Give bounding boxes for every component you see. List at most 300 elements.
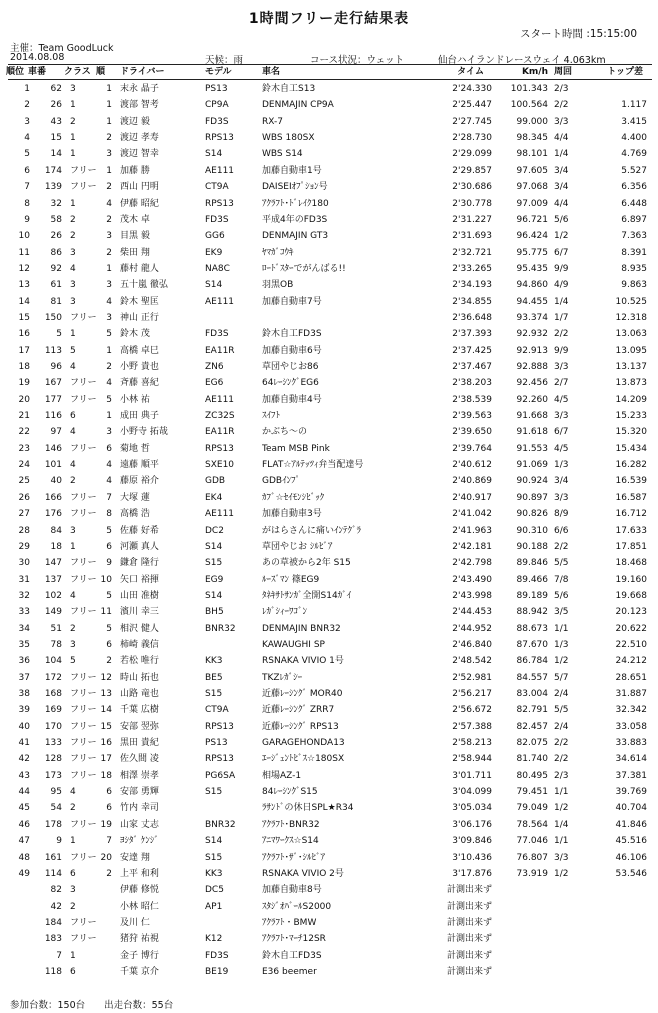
table-row (0, 622, 658, 636)
row-no: 184 (44, 917, 62, 928)
row-gap: 33.058 (615, 721, 647, 732)
row-no: 166 (44, 492, 62, 503)
row-car: ｶﾌﾞ☆ｾｲﾓﾝｼﾋﾞｯｸ (262, 492, 325, 503)
row-laps: 2/2 (554, 329, 569, 340)
row-no: 78 (50, 639, 62, 650)
row-class: 6 (70, 411, 76, 421)
row-class: 3 (70, 280, 76, 291)
table-row (0, 932, 658, 946)
row-gap: 19.160 (615, 574, 647, 585)
row-class: 1 (70, 100, 76, 111)
row-driver: 伊藤 修悦 (120, 885, 159, 896)
row-car: ｱﾆﾏﾜｰｸｽ☆S14 (262, 836, 319, 847)
page-title: 1時間フリー走行結果表 (248, 11, 410, 27)
row-driver: 山家 丈志 (120, 819, 159, 830)
row-speed: 101.343 (510, 84, 548, 94)
row-no: 116 (44, 411, 62, 421)
row-laps: 4/5 (554, 443, 569, 454)
row-no: 32 (50, 198, 62, 209)
event-date: 2014.08.08 (10, 52, 65, 63)
row-class-rank: 5 (106, 525, 112, 536)
row-no: 18 (50, 541, 62, 552)
row-time: 2'34.193 (452, 280, 492, 291)
row-driver: 小野 貴也 (120, 362, 159, 372)
row-pos: 13 (18, 280, 30, 291)
row-class: フリー (70, 917, 97, 928)
row-laps: 2/4 (554, 689, 569, 699)
row-no: 81 (50, 296, 62, 307)
row-gap: 46.106 (615, 852, 647, 863)
row-driver: 安部 勇輝 (120, 787, 159, 798)
row-driver: 斉藤 喜紀 (120, 378, 159, 389)
row-laps: 4/4 (554, 133, 569, 144)
row-laps: 1/1 (554, 836, 569, 847)
row-class-rank: 15 (100, 721, 112, 732)
row-no: 42 (50, 901, 62, 912)
row-car: 平成4年のFD3S (262, 214, 328, 225)
row-class: フリー (70, 558, 97, 569)
row-class-rank: 9 (106, 558, 112, 569)
table-row (0, 900, 658, 914)
row-car: 鈴木自工FD3S (262, 329, 322, 340)
row-speed: 92.888 (516, 362, 548, 372)
row-car: 相場AZ-1 (262, 770, 302, 781)
row-class: 4 (70, 460, 76, 471)
row-class: 4 (70, 362, 76, 372)
row-model: AE111 (205, 165, 235, 176)
row-driver: 加藤 勝 (120, 165, 150, 176)
row-car: DENMAJIN CP9A (262, 100, 334, 111)
row-speed: 92.932 (516, 329, 548, 340)
row-time: 2'44.952 (452, 623, 492, 634)
row-pos: 16 (18, 329, 30, 340)
row-time: 2'31.693 (452, 231, 492, 242)
row-time: 2'29.099 (452, 149, 492, 160)
row-gap: 41.846 (615, 819, 647, 830)
row-time: 計測出来ず (446, 917, 492, 928)
row-class: 2 (70, 901, 76, 912)
row-driver: 小林 祐 (120, 394, 150, 405)
row-pos: 36 (18, 656, 30, 667)
row-model: RPS13 (205, 133, 234, 144)
table-row (0, 556, 658, 570)
row-laps: 2/4 (554, 721, 569, 732)
row-gap: 24.212 (615, 656, 647, 667)
row-class: フリー (70, 852, 97, 863)
row-class: 1 (70, 149, 76, 160)
row-model: S14 (205, 149, 223, 160)
row-speed: 91.668 (516, 411, 548, 421)
row-pos: 5 (24, 149, 30, 160)
row-driver: 時山 拓也 (120, 672, 159, 683)
row-class: フリー (70, 672, 97, 683)
row-no: 40 (50, 476, 62, 487)
row-driver: 藤村 龍人 (120, 263, 159, 274)
organizer: 主催：Team GoodLuck (10, 43, 114, 54)
row-gap: 16.539 (615, 476, 647, 487)
row-class-rank: 3 (106, 231, 112, 242)
row-no: 133 (44, 738, 62, 748)
row-time: 2'56.217 (452, 689, 492, 699)
row-class-rank: 2 (106, 214, 112, 225)
row-gap: 8.935 (621, 263, 647, 274)
row-model: AE111 (205, 509, 235, 520)
row-model: NA8C (205, 263, 230, 274)
row-driver: 高橋 卓巳 (120, 345, 159, 356)
table-row (0, 949, 658, 963)
table-row (0, 344, 658, 358)
row-speed: 83.004 (516, 689, 548, 699)
row-car: 近藤ﾚｰｼﾝｸﾞ ZRR7 (262, 705, 335, 716)
row-class: 5 (70, 345, 76, 356)
table-row (0, 311, 658, 325)
row-class: 4 (70, 263, 76, 274)
row-pos: 17 (18, 345, 30, 356)
row-model: BE5 (205, 672, 223, 683)
table-row (0, 834, 658, 848)
row-no: 62 (50, 84, 62, 94)
row-speed: 77.046 (516, 836, 548, 847)
row-car: 加藤自動車8号 (262, 885, 322, 896)
row-speed: 91.618 (516, 427, 548, 438)
row-no: 14 (50, 149, 62, 160)
row-speed: 97.009 (516, 198, 548, 209)
row-gap: 16.712 (615, 509, 647, 520)
row-speed: 89.466 (516, 574, 548, 585)
row-time: 3'01.711 (452, 770, 492, 781)
row-class: フリー (70, 443, 97, 454)
row-car: 羽黒OB (262, 280, 294, 291)
table-row (0, 197, 658, 211)
row-car: ｽﾀｼﾞｵﾊﾞｰﾙS2000 (262, 901, 332, 912)
row-no: 172 (44, 672, 62, 683)
row-laps: 2/7 (554, 378, 569, 389)
row-gap: 34.614 (615, 754, 647, 765)
row-time: 2'37.393 (452, 329, 492, 340)
row-car: ﾙｰｽﾞﾏﾝ 篠EG9 (262, 574, 320, 585)
row-time: 2'37.467 (452, 362, 492, 372)
row-gap: 14.209 (615, 394, 647, 405)
row-driver: 神山 正行 (120, 312, 159, 323)
table-row (0, 851, 658, 865)
row-driver: 相澤 崇孝 (120, 770, 159, 781)
row-driver: 山路 竜也 (120, 689, 159, 699)
row-driver: 大塚 蓮 (120, 492, 150, 503)
table-row (0, 573, 658, 587)
row-no: 9 (56, 836, 62, 847)
row-no: 146 (44, 443, 62, 454)
row-gap: 8.391 (621, 247, 647, 258)
row-laps: 5/5 (554, 705, 569, 716)
row-speed: 82.075 (516, 738, 548, 748)
row-speed: 76.807 (516, 852, 548, 863)
table-row (0, 524, 658, 538)
row-model: DC2 (205, 525, 224, 536)
row-model: RPS13 (205, 198, 234, 209)
table-row (0, 262, 658, 276)
row-laps: 3/5 (554, 607, 569, 618)
row-no: 86 (50, 247, 62, 258)
row-no: 150 (44, 312, 62, 323)
row-class-rank: 6 (106, 443, 112, 454)
row-driver: 佐久間 凌 (120, 754, 159, 765)
row-speed: 91.553 (516, 443, 548, 454)
row-class-rank: 4 (106, 296, 112, 307)
row-model: RPS13 (205, 721, 234, 732)
row-class-rank: 18 (100, 770, 112, 781)
row-class-rank: 3 (106, 312, 112, 323)
table-row (0, 605, 658, 619)
row-class-rank: 2 (106, 362, 112, 372)
row-time: 計測出来ず (446, 934, 492, 945)
table-row (0, 213, 658, 227)
row-class-rank: 2 (106, 868, 112, 879)
row-model: EA11R (205, 427, 235, 438)
row-no: 113 (44, 345, 62, 356)
row-driver: 小林 昭仁 (120, 901, 159, 912)
table-row (0, 491, 658, 505)
row-no: 149 (44, 607, 62, 618)
row-speed: 87.670 (516, 639, 548, 650)
row-driver: ﾖｼﾀﾞ ｹﾝｼﾞ (120, 836, 159, 847)
row-model: K12 (205, 934, 223, 945)
row-pos: 8 (24, 198, 30, 209)
row-laps: 1/2 (554, 868, 569, 879)
row-gap: 20.123 (615, 607, 647, 618)
row-laps: 7/8 (554, 574, 569, 585)
row-time: 2'41.963 (452, 525, 492, 536)
row-car: ﾗｻﾝﾄﾞの休日SPL★R34 (262, 803, 354, 814)
row-car: 草団やじお ｼﾙﾋﾞｱ (262, 541, 333, 552)
row-model: S15 (205, 787, 223, 798)
col-model: モデル (205, 67, 232, 77)
row-car: 64ﾚｰｼﾝｸﾞEG6 (262, 378, 319, 389)
row-driver: 渡辺 毅 (120, 116, 150, 127)
row-class: 1 (70, 950, 76, 961)
row-class: フリー (70, 754, 97, 765)
row-gap: 20.622 (615, 623, 647, 634)
row-laps: 3/3 (554, 492, 569, 503)
row-pos: 24 (18, 460, 30, 471)
row-class: 1 (70, 133, 76, 144)
row-class-rank: 1 (106, 100, 112, 111)
row-pos: 23 (18, 443, 30, 454)
row-car: RSNAKA VIVIO 1号 (262, 656, 344, 667)
row-laps: 3/4 (554, 476, 569, 487)
row-driver: 渡辺 智幸 (120, 149, 159, 160)
row-driver: 藤原 裕介 (120, 476, 159, 487)
row-no: 183 (44, 934, 62, 945)
row-laps: 3/3 (554, 411, 569, 421)
row-laps: 3/3 (554, 362, 569, 372)
row-gap: 12.318 (615, 312, 647, 323)
row-car: WBS 180SX (262, 133, 315, 144)
row-driver: 高橋 浩 (120, 509, 150, 520)
row-model: CT9A (205, 182, 229, 193)
row-laps: 1/2 (554, 656, 569, 667)
row-speed: 90.310 (516, 525, 548, 536)
row-pos: 7 (24, 182, 30, 193)
row-laps: 2/3 (554, 770, 569, 781)
table-row (0, 98, 658, 112)
table-row (0, 229, 658, 243)
row-pos: 9 (24, 214, 30, 225)
row-model: S14 (205, 541, 223, 552)
row-model: BH5 (205, 607, 224, 618)
row-class: 2 (70, 231, 76, 242)
row-pos: 41 (18, 738, 30, 748)
row-time: 3'17.876 (452, 868, 492, 879)
row-pos: 18 (18, 362, 30, 372)
row-driver: 猪狩 祐視 (120, 934, 159, 945)
row-model: PG6SA (205, 770, 236, 781)
row-time: 2'46.840 (452, 639, 492, 650)
row-driver: 相沢 健人 (120, 623, 159, 634)
table-row (0, 818, 658, 832)
row-class: 6 (70, 966, 76, 977)
row-model: EG9 (205, 574, 224, 585)
row-laps: 1/2 (554, 803, 569, 814)
row-driver: 及川 仁 (120, 917, 150, 928)
row-speed: 73.919 (516, 868, 548, 879)
row-class-rank: 6 (106, 639, 112, 650)
row-car: TKZﾚｶﾞｼｰ (262, 672, 303, 683)
row-laps: 2/3 (554, 84, 569, 94)
row-laps: 8/9 (554, 509, 569, 520)
row-speed: 78.564 (516, 819, 548, 830)
row-driver: 伊藤 昭紀 (120, 198, 159, 209)
row-class: フリー (70, 574, 97, 585)
row-time: 計測出来ず (446, 950, 492, 961)
row-driver: 佐藤 好希 (120, 525, 159, 536)
row-pos: 15 (18, 312, 30, 323)
row-model: DC5 (205, 885, 224, 896)
col-gap: トップ差 (607, 67, 643, 77)
row-pos: 45 (18, 803, 30, 814)
row-pos: 43 (18, 770, 30, 781)
row-car: GDBｲﾝﾌﾟ (262, 476, 301, 487)
row-model: S14 (205, 280, 223, 291)
row-no: 161 (44, 852, 62, 863)
row-driver: 金子 博行 (120, 950, 159, 961)
row-pos: 30 (18, 558, 30, 569)
table-row (0, 115, 658, 129)
row-driver: 成田 典子 (120, 411, 159, 421)
row-laps: 4/5 (554, 394, 569, 405)
row-car: ｱｸﾗﾌﾄ･ﾏｰﾁ12SR (262, 934, 326, 945)
row-no: 95 (50, 787, 62, 798)
row-car: ｱｸﾗﾌﾄ･ｻﾞ･ｼﾙﾋﾞｱ (262, 852, 326, 863)
row-driver: 安達 翔 (120, 852, 150, 863)
row-class: 6 (70, 868, 76, 879)
row-model: EG6 (205, 378, 224, 389)
row-car: ｱｸﾗﾌﾄ・BMW (262, 917, 317, 928)
row-model: S14 (205, 836, 223, 847)
col-time: タイム (457, 67, 484, 77)
row-car: GARAGEHONDA13 (262, 738, 345, 748)
row-time: 3'05.034 (452, 803, 492, 814)
row-model: PS13 (205, 738, 228, 748)
row-class-rank: 16 (100, 738, 112, 748)
row-class-rank: 4 (106, 378, 112, 389)
row-time: 2'25.447 (452, 100, 492, 111)
row-pos: 27 (18, 509, 30, 520)
row-no: 92 (50, 263, 62, 274)
row-speed: 95.435 (516, 263, 548, 274)
row-car: ｱｸﾗﾌﾄ･ﾄﾞﾚｲｸ180 (262, 198, 329, 209)
row-class-rank: 13 (100, 689, 112, 699)
row-speed: 93.374 (516, 312, 548, 323)
row-speed: 95.775 (516, 247, 548, 258)
row-class: 2 (70, 623, 76, 634)
row-time: 計測出来ず (446, 885, 492, 896)
row-class: フリー (70, 182, 97, 193)
table-row (0, 295, 658, 309)
row-model: FD3S (205, 950, 229, 961)
row-class: 3 (70, 84, 76, 94)
row-car: 鈴木自工S13 (262, 84, 316, 94)
entry-count: 参加台数：150台 出走台数：55台 (10, 1000, 174, 1011)
row-speed: 89.846 (516, 558, 548, 569)
row-gap: 15.434 (615, 443, 647, 454)
row-driver: 矢口 裕揮 (120, 574, 159, 585)
row-laps: 6/7 (554, 247, 569, 258)
row-car: ﾛｰﾄﾞｽﾀｰでがんばる!! (262, 263, 346, 274)
row-car: 84ﾚｰｼﾝｸﾞS15 (262, 787, 318, 798)
row-no: 104 (44, 656, 62, 667)
row-class-rank: 6 (106, 787, 112, 798)
table-row (0, 867, 658, 881)
row-class-rank: 19 (100, 819, 112, 830)
row-class-rank: 2 (106, 247, 112, 258)
row-class-rank: 3 (106, 149, 112, 160)
row-model: CT9A (205, 705, 229, 716)
row-pos: 6 (24, 165, 30, 176)
row-gap: 3.415 (621, 116, 647, 127)
row-gap: 28.651 (615, 672, 647, 683)
row-class-rank: 11 (100, 607, 112, 618)
row-speed: 90.188 (516, 541, 548, 552)
row-car: RX-7 (262, 116, 283, 127)
table-row (0, 638, 658, 652)
row-no: 147 (44, 558, 62, 569)
row-pos: 3 (24, 116, 30, 127)
row-pos: 40 (18, 721, 30, 732)
row-no: 101 (44, 460, 62, 471)
row-pos: 19 (18, 378, 30, 389)
row-no: 51 (50, 623, 62, 634)
row-class-rank: 7 (106, 492, 112, 503)
row-class: 4 (70, 590, 76, 601)
row-no: 168 (44, 689, 62, 699)
table-row (0, 425, 658, 439)
row-gap: 6.356 (621, 182, 647, 193)
table-row (0, 164, 658, 178)
row-model: PS13 (205, 84, 228, 94)
row-car: 鈴木自工FD3S (262, 950, 322, 961)
table-row (0, 474, 658, 488)
row-model: FD3S (205, 116, 229, 127)
row-model: KK3 (205, 656, 223, 667)
row-gap: 1.117 (621, 100, 647, 111)
row-no: 7 (56, 950, 62, 961)
table-row (0, 147, 658, 161)
row-class: 5 (70, 656, 76, 667)
row-pos: 11 (18, 247, 30, 258)
row-pos: 22 (18, 427, 30, 438)
row-time: 2'40.917 (452, 492, 492, 503)
row-class: 1 (70, 836, 76, 847)
